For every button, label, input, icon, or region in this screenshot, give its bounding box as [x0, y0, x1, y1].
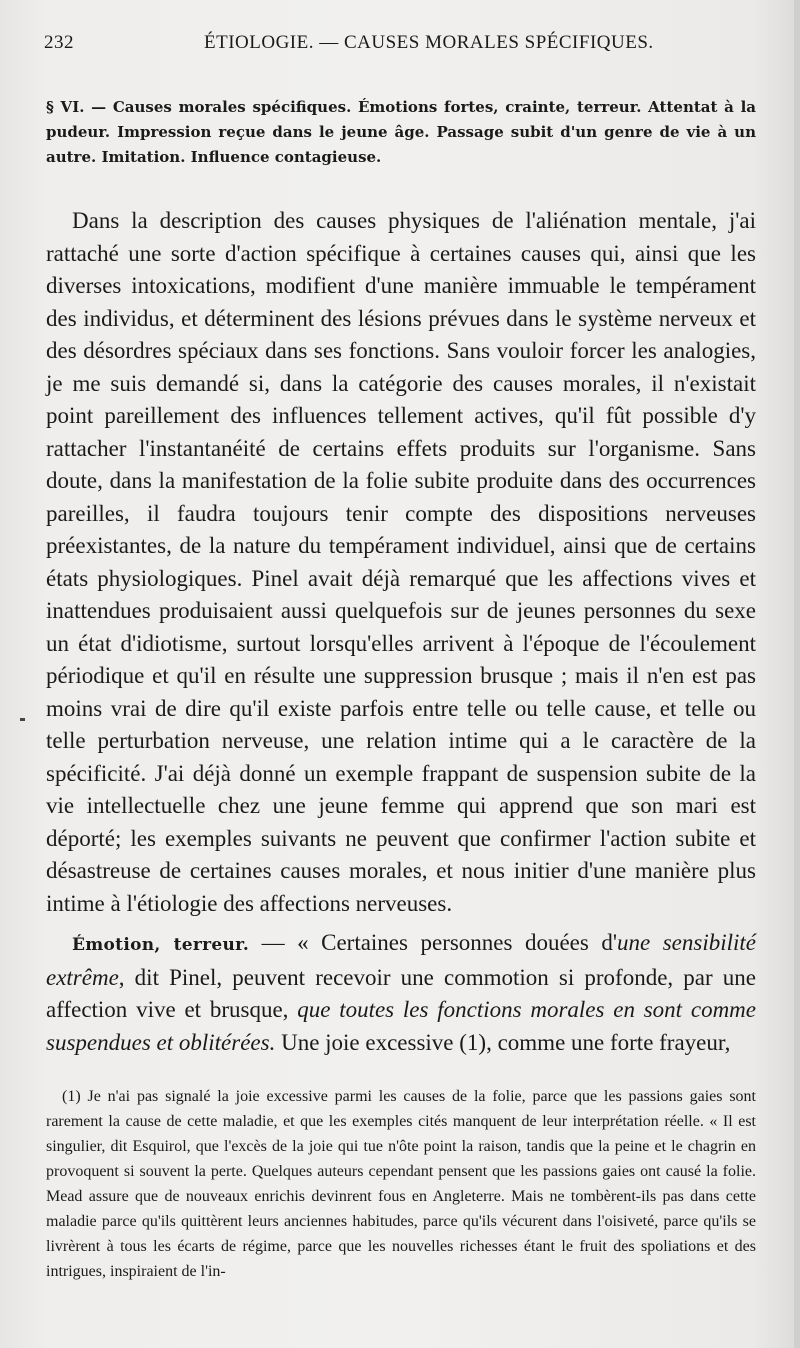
- paragraph-lead: Émotion, terreur.: [72, 935, 250, 955]
- body-text: [46, 205, 756, 1059]
- footnote: [46, 1084, 756, 1284]
- page-number: 232: [44, 32, 74, 53]
- footnote-text: (1) Je n'ai pas signalé la joie excessive parmi les causes de la folie, parce que les passions gaies sont rarement la cause de cette maladie, et que les exemples cités manquent de leur interprétation réelle. « Il est singulier, dit Esquirol, que l'excès de la joie qui tue n'ôte point la raison, tandis que la peine et le chagrin en provoquent si souvent la perte. Quelques auteurs cependant pensent que les passions gaies ont causé la folie. Mead assure que de nouveaux enrichis devinrent fous en Angleterre. Mais ne tombèrent-ils pas dans cette maladie parce qu'ils quittèrent leurs anciennes habitudes, parce qu'ils vécurent dans l'oisiveté, parce qu'ils se livrèrent à tous les écarts de régime, parce que les nouvelles richesses étant le fruit des spoliations et des intrigues, inspiraient de l'in-: [46, 1088, 756, 1280]
- paragraph: Dans la description des causes physiques de l'aliénation mentale, j'ai rattaché une sorte d'action spécifique à certaines causes qui, ainsi que les diverses intoxications, modifient d'une manière immuable le tempérament des individus, et déterminent des lésions prévues dans le système nerveux et des désordres spéciaux dans ses fonctions. Sans vouloir forcer les analogies, je me suis demandé si, dans la catégorie des causes morales, il n'existait point pareillement des influences tellement actives, qu'il fût possible d'y rattacher l'instantanéité de certains effets produits sur l'organisme. Sans doute, dans la manifestation de la folie subite produite dans des occurrences pareilles, il faudra toujours tenir compte des dispositions nerveuses préexistantes, de la nature du tempérament individuel, ainsi que de certains états physiologiques. Pinel avait déjà remarqué que les affections vives et inattendues produisaient aussi quelquefois sur de jeunes personnes du sexe un état d'idiotisme, surtout lorsqu'elles arrivent à l'époque de l'écoulement périodique et qu'il en résulte une suppression brusque ; mais il n'en est pas moins vrai de dire qu'il existe parfois entre telle ou telle cause, et telle ou telle perturbation nerveuse, une relation intime qui a le caractère de la spécificité. J'ai déjà donné un exemple frappant de suspension subite de la vie intellectuelle chez une jeune femme qui apprend que son mari est déporté; les exemples suivants ne peuvent que confirmer l'action subite et désastreuse de certaines causes morales, et nous initier d'une manière plus intime à l'étiologie des affections nerveuses.: [46, 208, 756, 916]
- paragraph-text: — « Certaines personnes douées d': [249, 930, 617, 955]
- running-head: [44, 32, 756, 60]
- section-heading: § VI. — Causes morales spécifiques. Émotions fortes, crainte, terreur. Attentat à la pudeur. Impression reçue dans le jeune âge. Passage subit d'un genre de vie à un autre. Imitation. Influence contagieuse.: [46, 98, 756, 166]
- paragraph-text: Une joie excessive (1), comme une forte frayeur,: [275, 1029, 731, 1055]
- paragraph: [46, 927, 756, 1059]
- ink-speck: [20, 718, 25, 721]
- running-title: ÉTIOLOGIE. — CAUSES MORALES SPÉCIFIQUES.: [204, 32, 654, 53]
- italic-quote: une sensibilité extrême: [46, 930, 756, 990]
- italic-quote: que toutes les fonctions morales en sont comme suspendues et oblitérées.: [46, 997, 756, 1055]
- paragraph-text: , dit Pinel, peuvent recevoir une commotion si profonde, par une affection vive et brusque,: [46, 964, 756, 1022]
